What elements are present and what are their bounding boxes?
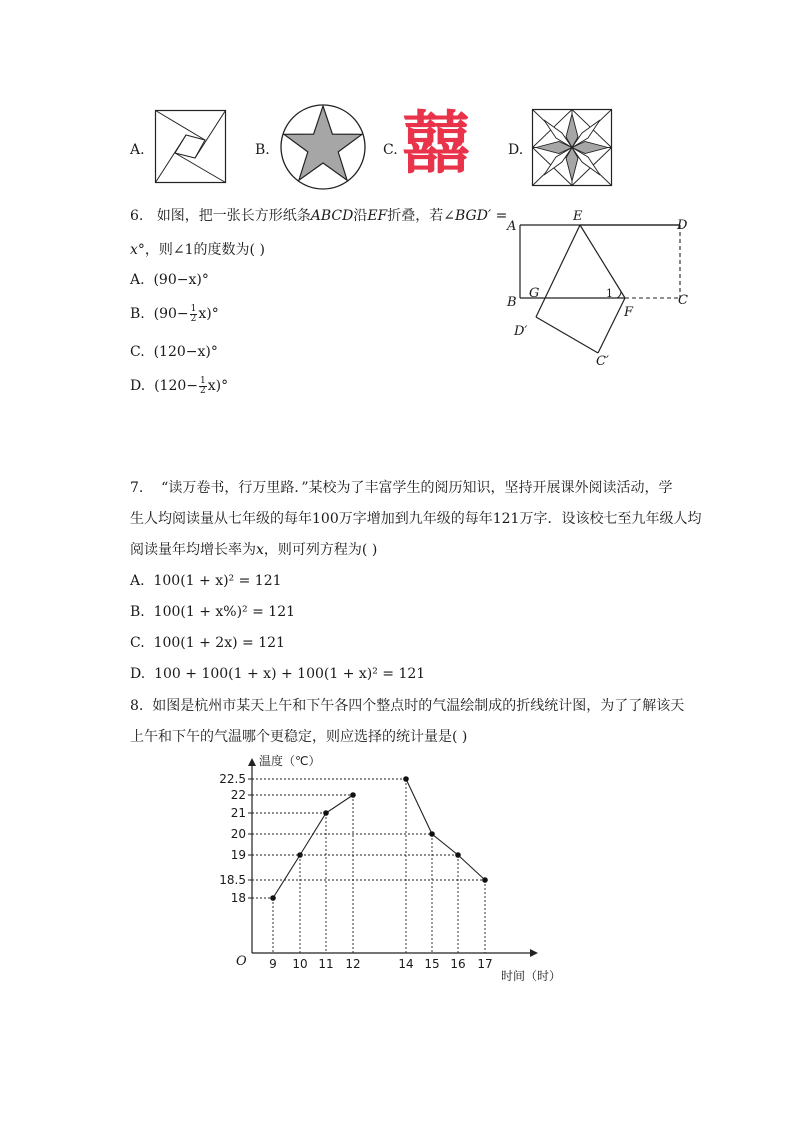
q5-figure-d-flower-square xyxy=(532,109,612,187)
q6-label-angle-1: 1 xyxy=(606,287,613,300)
q7-line3b: ，则可列方程为( ) xyxy=(263,542,378,558)
q5-option-d-label: D. xyxy=(508,142,524,158)
q6-line2-text: ，则∠1的度数为( ) xyxy=(144,242,265,258)
q6-label-g: G xyxy=(529,286,540,301)
x-tick-label-16: 16 xyxy=(450,957,466,971)
q6-text-c: 折叠，若∠ xyxy=(387,208,455,224)
q6-label-c: C xyxy=(678,293,688,308)
q7-line3-var: x xyxy=(256,542,264,558)
q5-figure-c-double-happiness: 囍 xyxy=(402,105,471,184)
data-point-1-3 xyxy=(482,877,488,883)
series-line-0 xyxy=(273,795,353,898)
y-tick-label-21: 21 xyxy=(230,806,246,820)
x-tick-label-10: 10 xyxy=(292,957,308,971)
q6-option-d-label: D. xyxy=(130,378,146,394)
q7-option-b[interactable] xyxy=(130,602,295,622)
q5-figure-b-star-in-circle xyxy=(279,103,367,191)
q7-line1-text: “读万卷书，行万里路．”某校为了丰富学生的阅历知识，坚持开展课外阅读活动，学 xyxy=(161,480,673,496)
y-tick-label-18.5: 18.5 xyxy=(219,873,246,887)
q7-option-a-text: 100(1 + x)² = 121 xyxy=(153,573,282,589)
data-point-0-3 xyxy=(350,792,356,798)
q5-option-b-label: B. xyxy=(255,142,270,158)
q7-line3a: 阅读量年均增长率为 xyxy=(130,542,256,558)
q7-option-d-label: D. xyxy=(130,666,146,682)
q6-option-b-pre: (90− xyxy=(153,306,189,322)
q7-option-d-text: 100 + 100(1 + x) + 100(1 + x)² = 121 xyxy=(154,666,426,682)
x-tick-label-17: 17 xyxy=(477,957,493,971)
q8-line1-text: 如图是杭州市某天上午和下午各四个整点时的气温绘制成的折线统计图，为了了解该天 xyxy=(152,698,685,714)
y-tick-label-22.5: 22.5 xyxy=(219,772,246,786)
q8-stem-line2: 上午和下午的气温哪个更稳定，则应选择的统计量是( ) xyxy=(130,729,468,745)
origin-label: O xyxy=(236,954,247,969)
q6-option-d-fraction: $\frac{1}{2}$ xyxy=(200,375,206,396)
data-point-1-1 xyxy=(429,831,435,837)
temperature-line-chart xyxy=(215,748,585,988)
q6-option-b[interactable] xyxy=(130,304,219,324)
x-tick-label-9: 9 xyxy=(269,957,277,971)
q6-number: 6. xyxy=(130,208,144,224)
q6-line2-var: x° xyxy=(130,242,145,258)
q7-stem-line2: 生人均阅读量从七年级的每年100万字增加到九年级的每年121万字．设该校七至九年级人均 xyxy=(130,511,702,527)
q6-stem-line1 xyxy=(130,206,507,226)
q6-option-a[interactable] xyxy=(130,270,209,290)
q5-option-c-label: C. xyxy=(383,142,398,158)
series-line-1 xyxy=(406,779,485,880)
q6-option-a-label: A. xyxy=(130,272,145,288)
x-axis-arrow xyxy=(530,949,538,957)
q6-option-b-post: x)° xyxy=(198,306,219,322)
data-point-1-0 xyxy=(403,776,409,782)
x-tick-label-11: 11 xyxy=(318,957,334,971)
x-tick-label-14: 14 xyxy=(398,957,414,971)
q6-label-e: E xyxy=(573,209,583,224)
q7-option-b-label: B. xyxy=(130,604,145,620)
q6-label-b: B xyxy=(507,295,517,310)
q6-fold-figure xyxy=(500,205,700,375)
q7-option-c[interactable] xyxy=(130,633,285,653)
data-point-1-2 xyxy=(455,852,461,858)
q6-label-a: A xyxy=(507,219,517,234)
q7-option-a[interactable] xyxy=(130,571,282,591)
q5-figure-a-pinwheel-square xyxy=(155,110,227,184)
q6-text-b: 沿 xyxy=(353,208,368,224)
q6-option-c[interactable] xyxy=(130,342,218,362)
q7-number: 7. xyxy=(130,480,144,496)
q6-label-d: D xyxy=(677,218,688,233)
x-tick-label-12: 12 xyxy=(345,957,361,971)
y-axis-title: 温度（℃） xyxy=(259,754,321,768)
y-tick-label-20: 20 xyxy=(230,827,246,841)
q6-option-c-text: (120−x)° xyxy=(153,344,218,360)
q6-option-d-post: x)° xyxy=(207,378,229,394)
y-tick-label-22: 22 xyxy=(230,788,246,802)
x-axis-title: 时间（时） xyxy=(501,969,562,983)
q6-option-d-pre: (120− xyxy=(154,378,199,394)
q5-option-a-label: A. xyxy=(130,142,145,158)
q6-angle: BGD′ = xyxy=(455,208,508,224)
q6-option-a-text: (90−x)° xyxy=(153,272,209,288)
q6-label-d-prime: D′ xyxy=(514,324,528,339)
q6-stem-line2 xyxy=(130,240,265,260)
q6-option-b-label: B. xyxy=(130,306,145,322)
x-tick-label-15: 15 xyxy=(424,957,440,971)
q6-label-f: F xyxy=(624,305,634,320)
q6-option-b-fraction: $\frac{1}{2}$ xyxy=(190,303,197,324)
q7-option-b-text: 100(1 + x%)² = 121 xyxy=(153,604,296,620)
q7-option-a-label: A. xyxy=(130,573,145,589)
q6-option-d[interactable] xyxy=(130,376,228,396)
data-point-0-2 xyxy=(323,810,329,816)
q6-option-c-label: C. xyxy=(130,344,145,360)
q6-rect-name: ABCD xyxy=(310,208,354,224)
q6-text-a: 如图，把一张长方形纸条 xyxy=(156,208,311,224)
q6-fold-line: EF xyxy=(367,208,388,224)
q7-stem-line1 xyxy=(130,478,672,498)
y-axis-arrow xyxy=(248,758,256,766)
data-point-0-0 xyxy=(270,895,276,901)
y-tick-label-18: 18 xyxy=(230,891,246,905)
q7-option-d[interactable] xyxy=(130,664,425,684)
y-tick-label-19: 19 xyxy=(230,848,246,862)
q7-option-c-text: 100(1 + 2x) = 121 xyxy=(153,635,285,651)
q7-option-c-label: C. xyxy=(130,635,145,651)
q7-stem-line3 xyxy=(130,540,377,560)
q8-number: 8. xyxy=(130,698,144,714)
q8-stem-line1 xyxy=(130,696,684,716)
q6-label-c-prime: C′ xyxy=(596,354,609,369)
